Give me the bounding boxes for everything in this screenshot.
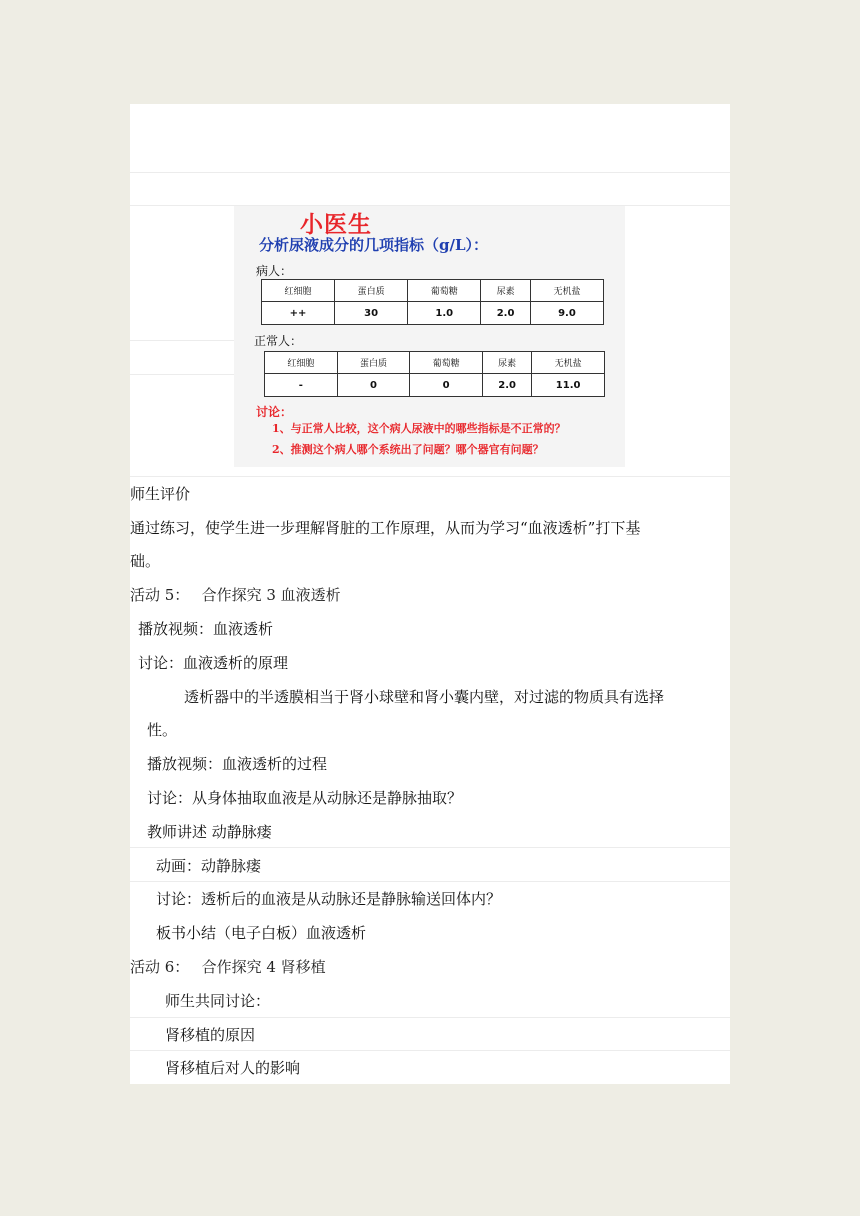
col-header: 蛋白质: [335, 280, 408, 302]
discussion-item: 1、与正常人比较，这个病人尿液中的哪些指标是不正常的？: [272, 422, 566, 435]
list-item: 板书小结（电子白板）血液透析: [156, 924, 367, 942]
col-header: 红细胞: [265, 352, 338, 374]
patient-label: 病人：: [256, 264, 293, 278]
patient-table: [261, 279, 604, 325]
activity-5-heading: 活动 5： 合作探究 3 血液透析: [130, 586, 341, 604]
col-header: 蛋白质: [337, 352, 410, 374]
divider: [130, 172, 730, 173]
divider: [130, 847, 730, 848]
col-header: 葡萄糖: [408, 280, 481, 302]
paragraph-cont: 性。: [147, 721, 178, 739]
list-item: 师生共同讨论：: [165, 992, 271, 1010]
slide-subtitle: 分析尿液成分的几项指标（g/L）：: [259, 236, 489, 254]
table-cell: 30: [335, 302, 408, 325]
paragraph: 透析器中的半透膜相当于肾小球壁和肾小囊内壁，对过滤的物质具有选择: [184, 688, 665, 706]
divider: [130, 374, 234, 375]
activity-6-heading: 活动 6： 合作探究 4 肾移植: [130, 958, 326, 976]
table-cell: -: [265, 374, 338, 397]
col-header: 葡萄糖: [410, 352, 483, 374]
divider: [130, 1017, 730, 1018]
table-cell: 2.0: [481, 302, 531, 325]
divider: [130, 1050, 730, 1051]
col-header: 红细胞: [262, 280, 335, 302]
divider: [130, 476, 730, 477]
table-cell: 11.0: [532, 374, 605, 397]
list-item: 播放视频：血液透析: [138, 620, 274, 638]
divider: [130, 340, 234, 341]
list-item: 教师讲述 动静脉瘘: [147, 823, 272, 841]
slide-title: 小医生: [300, 211, 372, 238]
list-item: 肾移植后对人的影响: [165, 1059, 301, 1077]
paragraph: 通过练习，使学生进一步理解肾脏的工作原理，从而为学习“血液透析”打下基: [130, 519, 641, 537]
divider: [130, 881, 730, 882]
discussion-item: 2、推测这个病人哪个系统出了问题？哪个器官有问题？: [272, 443, 544, 456]
table-cell: 9.0: [530, 302, 603, 325]
table-cell: 2.0: [482, 374, 531, 397]
normal-table: [264, 351, 605, 397]
list-item: 动画：动静脉瘘: [156, 857, 262, 875]
list-item: 肾移植的原因: [165, 1026, 256, 1044]
list-item: 播放视频：血液透析的过程: [147, 755, 328, 773]
list-item: 讨论：从身体抽取血液是从动脉还是静脉抽取？: [147, 789, 463, 807]
table-cell: 0: [410, 374, 483, 397]
col-header: 无机盐: [530, 280, 603, 302]
table-cell: ++: [262, 302, 335, 325]
list-item: 讨论：透析后的血液是从动脉还是静脉输送回体内？: [156, 890, 502, 908]
table-cell: 0: [337, 374, 410, 397]
paragraph-cont: 础。: [130, 552, 161, 570]
slide-image: [234, 206, 625, 467]
col-header: 尿素: [482, 352, 531, 374]
discussion-label: 讨论：: [256, 405, 293, 419]
normal-label: 正常人：: [254, 334, 303, 348]
col-header: 无机盐: [532, 352, 605, 374]
col-header: 尿素: [481, 280, 531, 302]
heading-eval: 师生评价: [130, 485, 191, 503]
table-cell: 1.0: [408, 302, 481, 325]
list-item: 讨论：血液透析的原理: [138, 654, 289, 672]
